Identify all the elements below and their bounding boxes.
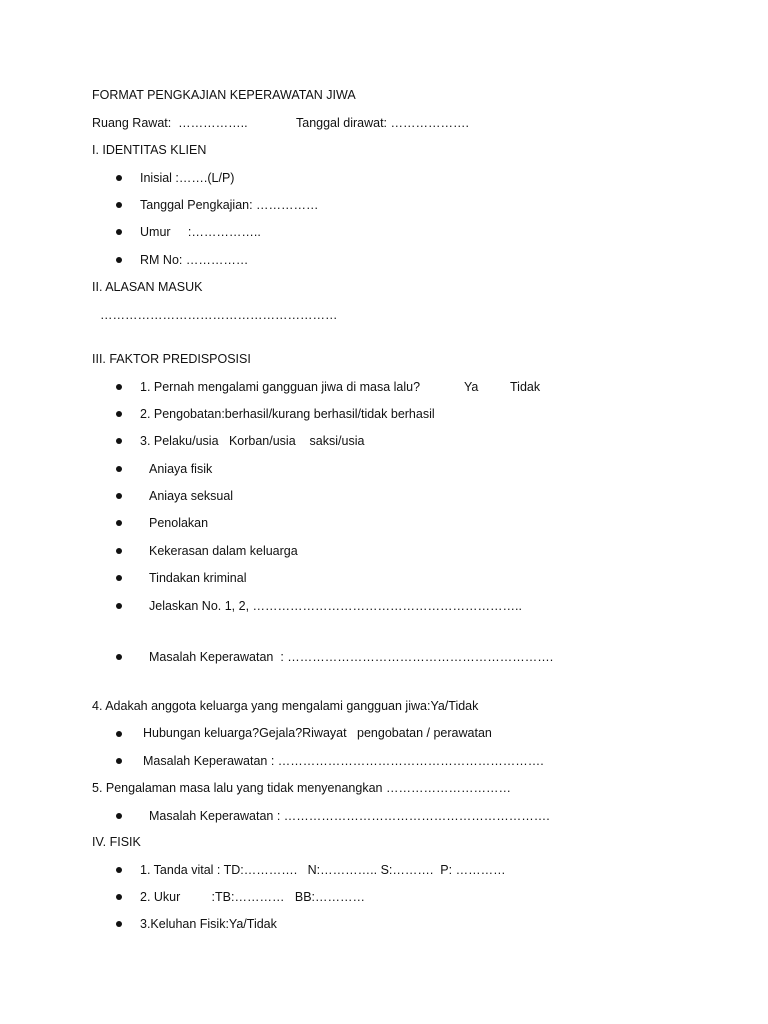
abuse-item: Tindakan kriminal: [149, 571, 247, 585]
predisposisi-item-1: 1. Pernah mengalami gangguan jiwa di masa lalu?: [140, 380, 421, 394]
bullet-icon: [116, 384, 122, 390]
hubungan-keluarga-field: Hubungan keluarga?Gejala?Riwayat pengobatan / perawatan: [143, 726, 492, 740]
item-4-question: 4. Adakah anggota keluarga yang mengalami gangguan jiwa:Ya/Tidak: [92, 699, 479, 713]
keluhan-fisik-field: 3.Keluhan Fisik:Ya/Tidak: [140, 917, 277, 931]
masalah-keperawatan-field: Masalah Keperawatan : ……………………………………………………….: [149, 650, 554, 664]
jelaskan-field: Jelaskan No. 1, 2, ………………………………………………………..: [149, 599, 522, 613]
bullet-icon: [116, 520, 122, 526]
masalah-keperawatan-field: Masalah Keperawatan : ……………………………………………………….: [143, 754, 544, 768]
option-tidak: Tidak: [510, 380, 541, 394]
bullet-icon: [116, 867, 122, 873]
abuse-item: Penolakan: [149, 516, 209, 530]
section-identitas-heading: I. IDENTITAS KLIEN: [92, 143, 207, 157]
bullet-icon: [116, 493, 122, 499]
rm-no-field: RM No: ……………: [140, 253, 249, 267]
bullet-icon: [116, 894, 122, 900]
tanda-vital-field: 1. Tanda vital : TD:…………. N:………….. S:………. P: …………: [140, 863, 506, 877]
masalah-keperawatan-field: Masalah Keperawatan : ……………………………………………………….: [149, 809, 550, 823]
abuse-item: Kekerasan dalam keluarga: [149, 544, 298, 558]
tanggal-dirawat-field: Tanggal dirawat: ……………….: [296, 116, 469, 130]
bullet-icon: [116, 575, 122, 581]
abuse-item: Aniaya seksual: [149, 489, 234, 503]
abuse-item: Aniaya fisik: [149, 462, 213, 476]
predisposisi-item-3: 3. Pelaku/usia Korban/usia saksi/usia: [140, 434, 365, 448]
bullet-icon: [116, 654, 122, 660]
ruang-rawat-field: Ruang Rawat: ……………..: [92, 116, 248, 130]
alasan-masuk-line: …………………………………………………: [100, 308, 338, 322]
bullet-icon: [116, 758, 122, 764]
bullet-icon: [116, 921, 122, 927]
bullet-icon: [116, 411, 122, 417]
bullet-icon: [116, 731, 122, 737]
bullet-icon: [116, 438, 122, 444]
section-fisik-heading: IV. FISIK: [92, 835, 141, 849]
bullet-icon: [116, 257, 122, 263]
option-ya: Ya: [464, 380, 479, 394]
predisposisi-item-2: 2. Pengobatan:berhasil/kurang berhasil/tidak berhasil: [140, 407, 435, 421]
bullet-icon: [116, 175, 122, 181]
tanggal-pengkajian-field: Tanggal Pengkajian: ……………: [140, 198, 319, 212]
bullet-icon: [116, 229, 122, 235]
bullet-icon: [116, 548, 122, 554]
bullet-icon: [116, 202, 122, 208]
item-5-question: 5. Pengalaman masa lalu yang tidak menyenangkan …………………………: [92, 781, 511, 795]
section-faktor-predisposisi-heading: III. FAKTOR PREDISPOSISI: [92, 352, 251, 366]
inisial-field: Inisial :…….(L/P): [140, 171, 235, 185]
ukur-field: 2. Ukur :TB:………… BB:…………: [140, 890, 366, 904]
section-alasan-masuk-heading: II. ALASAN MASUK: [92, 280, 203, 294]
bullet-icon: [116, 813, 122, 819]
umur-field: Umur :……………..: [140, 225, 261, 239]
bullet-icon: [116, 603, 122, 609]
document-title: FORMAT PENGKAJIAN KEPERAWATAN JIWA: [92, 88, 356, 102]
bullet-icon: [116, 466, 122, 472]
